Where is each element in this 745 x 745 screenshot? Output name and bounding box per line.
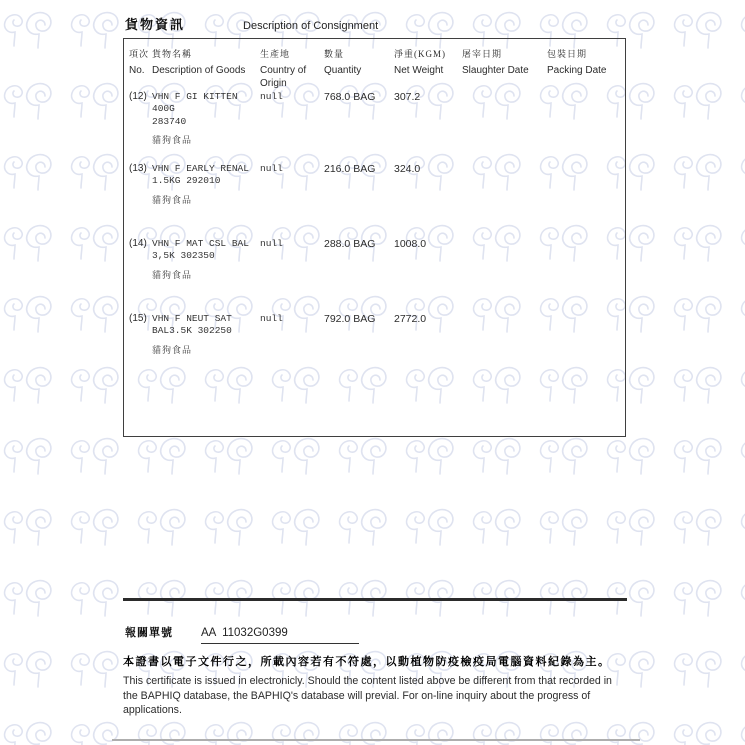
cell-quantity: 288.0 BAG <box>324 238 376 250</box>
table-row <box>124 163 625 206</box>
cell-slaughter-date <box>462 163 547 206</box>
electronic-certificate-notice-zh: 本證書以電子文件行之，所載內容若有不符處，以動植物防疫檢疫局電腦資料紀錄為主。 <box>123 656 611 668</box>
cell-slaughter-date <box>462 313 547 356</box>
col-header-packing-date <box>547 47 625 90</box>
cell-item-no: (14) <box>129 238 147 249</box>
customs-declaration-row <box>125 624 359 644</box>
goods-category: 貓狗食品 <box>152 135 193 146</box>
cell-goods-description <box>152 91 260 147</box>
cell-goods-description <box>152 313 260 356</box>
consignment-table <box>123 38 626 437</box>
cell-item-no: (15) <box>129 313 147 324</box>
col-header-goods-zh: 貨物名稱 <box>152 49 193 59</box>
col-header-packing-date-en: Packing Date <box>547 65 607 76</box>
cell-country-of-origin: null <box>260 163 283 174</box>
cell-item-no: (12) <box>129 91 147 102</box>
cell-net-weight: 324.0 <box>394 163 421 175</box>
table-row <box>124 91 625 147</box>
cell-country-of-origin: null <box>260 238 283 249</box>
cell-quantity: 216.0 BAG <box>324 163 376 175</box>
col-header-quantity <box>324 47 394 90</box>
document-header <box>125 14 378 33</box>
goods-category: 貓狗食品 <box>152 269 193 280</box>
customs-declaration-label: 報關單號 <box>125 627 173 639</box>
cell-net-weight: 307.2 <box>394 91 421 103</box>
cell-packing-date <box>547 163 625 206</box>
goods-name-line1: VHN F NEUT SAT <box>152 313 232 324</box>
col-header-no-en: No. <box>129 65 145 76</box>
col-header-origin <box>260 47 324 90</box>
cell-goods-description <box>152 163 260 206</box>
page-title-zh: 貨物資訊 <box>125 17 186 32</box>
col-header-origin-en: Country of Origin <box>260 65 307 89</box>
goods-name-line2: 1.5KG 292010 <box>152 175 221 187</box>
goods-name-line2: 3,5K 302350 <box>152 250 215 262</box>
cell-goods-description <box>152 238 260 281</box>
col-header-quantity-zh: 數量 <box>324 49 345 59</box>
cell-country-of-origin: null <box>260 313 283 324</box>
col-header-no <box>129 47 152 90</box>
col-header-no-zh: 項次 <box>129 49 150 59</box>
section-divider-line <box>123 598 627 601</box>
cell-packing-date <box>547 238 625 281</box>
cell-slaughter-date <box>462 91 547 147</box>
col-header-quantity-en: Quantity <box>324 65 362 76</box>
bottom-border-line <box>112 739 640 741</box>
col-header-slaughter-date <box>462 47 547 90</box>
goods-name-line1: VHN F EARLY RENAL <box>152 163 249 174</box>
cell-packing-date <box>547 91 625 147</box>
cell-net-weight: 1008.0 <box>394 238 427 250</box>
goods-category: 貓狗食品 <box>152 344 193 355</box>
cell-quantity: 792.0 BAG <box>324 313 376 325</box>
cell-item-no: (13) <box>129 163 147 174</box>
col-header-packing-date-zh: 包裝日期 <box>547 49 588 59</box>
goods-name-line2: 283740 <box>152 115 187 127</box>
cell-quantity: 768.0 BAG <box>324 91 376 103</box>
goods-name-line1: VHN F MAT CSL BAL <box>152 238 249 249</box>
goods-name-line1: VHN F GI KITTEN 400G <box>152 91 238 115</box>
col-header-net-weight-zh: 淨重(KGM) <box>394 49 446 59</box>
cell-country-of-origin: null <box>260 91 283 102</box>
col-header-goods-en: Description of Goods <box>152 65 246 76</box>
cell-net-weight: 2772.0 <box>394 313 427 325</box>
cell-slaughter-date <box>462 238 547 281</box>
customs-declaration-number: AA 11032G0399 <box>201 627 359 644</box>
goods-name-line2: BAL3.5K 302250 <box>152 325 232 337</box>
table-row <box>124 313 625 356</box>
table-header-row <box>124 39 625 90</box>
goods-category: 貓狗食品 <box>152 194 193 205</box>
col-header-origin-zh: 生產地 <box>260 49 291 59</box>
col-header-goods <box>152 47 260 90</box>
col-header-slaughter-date-zh: 屠宰日期 <box>462 49 503 59</box>
electronic-certificate-notice-en: This certificate is issued in electronicly. Should the content listed above be different from that recorded in the BAPHIQ database, the BAPHIQ's database will previal. For on-line inquiry about the progress of applications. <box>123 675 612 716</box>
col-header-net-weight-en: Net Weight <box>394 65 444 76</box>
page-title-en: Description of Consignment <box>243 20 379 32</box>
table-row <box>124 238 625 281</box>
cell-packing-date <box>547 313 625 356</box>
col-header-net-weight <box>394 47 462 90</box>
col-header-slaughter-date-en: Slaughter Date <box>462 65 529 76</box>
